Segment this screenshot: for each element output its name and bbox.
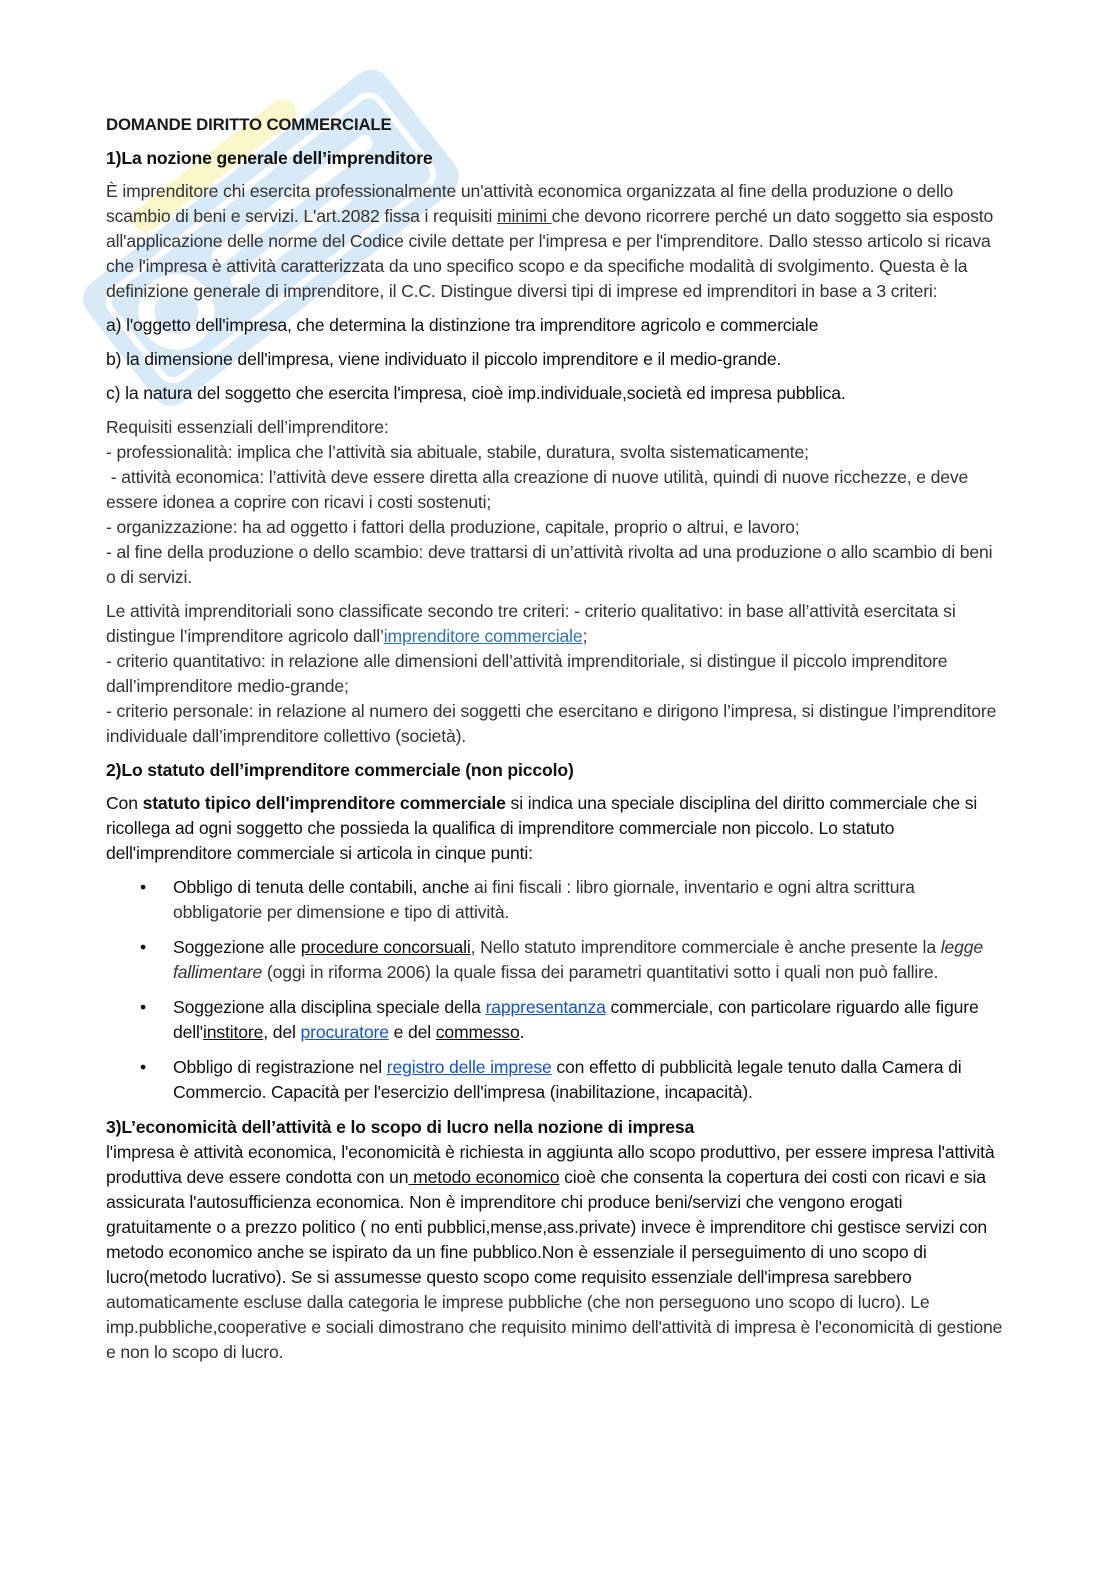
- criterion-a: a) l'oggetto dell'impresa, che determina la distinzione tra imprenditore agricolo e commerciale: [106, 315, 819, 335]
- classification-item: [106, 599, 1006, 649]
- registro-imprese-link[interactable]: registro delle imprese: [386, 1057, 552, 1077]
- italic-text: legge fallimentare: [173, 937, 983, 982]
- text-run: , del: [263, 1022, 301, 1042]
- rappresentanza-link[interactable]: rappresentanza: [485, 997, 606, 1017]
- text-run: (oggi in riforma 2006) la quale fissa dei parametri quantitativi sotto i quali non può fallire.: [262, 962, 939, 982]
- section-2-paragraph: [106, 791, 1006, 866]
- underlined-text: metodo economico: [408, 1167, 560, 1187]
- requirement-item: - attività economica: l’attività deve essere diretta alla creazione di nuove utilità, quindi di nuove ricchezze, e deve essere idonea a coprire con ricavi i costi sostenuti;: [106, 467, 973, 512]
- text-run: ai fini fiscali : libro giornale, inventario e ogni altra scrittura obbligatorie per dimensione e tipo di attività.: [173, 877, 915, 922]
- text-run: cioè che consenta la copertura dei costi con ricavi e sia assicurata l'autosufficienza economica. Non è imprenditore chi produce beni/servizi che vengono erogati gratuitamente o a prezzo politico ( no enti pubblici,mense,ass.private) invece è imprenditore chi gestisce servizi con metodo economico anche se ispirato da un fine pubblico.Non è essenziale il perseguimento di uno scopo di lucro(metodo lucrativo). Se si assumesse questo scopo come requisito essenziale dell'impresa sarebbero: [106, 1167, 987, 1287]
- imprenditore-commerciale-link[interactable]: imprenditore commerciale: [383, 626, 583, 646]
- text-run: Obbligo di tenuta delle contabili, anche: [173, 877, 470, 897]
- criterion-b: b) la dimensione dell'impresa, viene individuato il piccolo imprenditore e il medio-grande.: [106, 349, 782, 369]
- procuratore-link[interactable]: procuratore: [300, 1022, 389, 1042]
- text-run: l'impresa è attività economica, l'economicità è richiesta in aggiunta allo scopo produttivo, per essere impresa l'attività produttiva deve essere condotta con un: [106, 1142, 995, 1187]
- requirement-item: - professionalità: implica che l’attività sia abituale, stabile, duratura, svolta sistematicamente;: [106, 442, 809, 462]
- document-title: DOMANDE DIRITTO COMMERCIALE: [106, 115, 392, 134]
- text-run: Obbligo di registrazione nel: [173, 1057, 387, 1077]
- text-run: Soggezione alle: [173, 937, 301, 957]
- requirement-item: - organizzazione: ha ad oggetto i fattori della produzione, capitale, proprio o altrui, e lavoro;: [106, 517, 800, 537]
- requirements-title: Requisiti essenziali dell’imprenditore:: [106, 417, 389, 437]
- list-item: [173, 1055, 1006, 1105]
- underlined-text: institore: [203, 1022, 264, 1042]
- text-run: si indica una speciale disciplina del diritto commerciale che si ricollega ad ogni soggetto che possieda la qualifica di imprenditore commerciale non piccolo. Lo statuto dell'imprenditore commerciale si articola in cinque punti:: [106, 793, 978, 863]
- text-run: con effetto di pubblicità legale tenuto dalla Camera di Commercio. Capacità per l'esercizio dell'impresa (inabilitazione, incapacità).: [173, 1057, 962, 1102]
- list-item: [173, 995, 1006, 1045]
- list-item: [173, 935, 1006, 985]
- text-run: e del: [388, 1022, 436, 1042]
- section-1-heading: 1)La nozione generale dell’imprenditore: [106, 148, 433, 168]
- section-3-heading: 3)L’economicità dell’attività e lo scopo di lucro nella nozione di impresa: [106, 1117, 695, 1137]
- criterion-c: c) la natura del soggetto che esercita l'impresa, cioè imp.individuale,società ed impresa pubblica.: [106, 383, 846, 403]
- classification-block: [106, 599, 1006, 749]
- bold-text: statuto tipico dell'imprenditore commerciale: [142, 793, 506, 813]
- underlined-text: procedure concorsuali: [300, 937, 471, 957]
- classification-item: - criterio quantitativo: in relazione alle dimensioni dell’attività imprenditoriale, si distingue il piccolo imprenditore dall’imprenditore medio-grande;: [106, 651, 948, 696]
- section-1-paragraph: [106, 179, 1006, 304]
- document-page: [106, 112, 1006, 1374]
- list-item: [173, 875, 1006, 925]
- text-run: automaticamente escluse dalla categoria le imprese pubbliche (che non perseguono uno scopo di lucro). Le imp.pubbliche,cooperative e sociali dimostrano che requisito minimo dell'attività di impresa è l'economicità di gestione e non lo scopo di lucro.: [106, 1292, 1003, 1362]
- section-2-heading: 2)Lo statuto dell’imprenditore commerciale (non piccolo): [106, 760, 574, 780]
- classification-item: - criterio personale: in relazione al numero dei soggetti che esercitano e dirigono l’impresa, si distingue l’imprenditore individuale dall’imprenditore collettivo (società).: [106, 701, 997, 746]
- text-run: ;: [582, 626, 588, 646]
- requirement-item: - al fine della produzione o dello scambio: deve trattarsi di un’attività rivolta ad una produzione o allo scambio di beni o di servizi.: [106, 542, 993, 587]
- text-run: commerciale, con particolare riguardo alle figure dell': [173, 997, 979, 1042]
- text-run: .: [519, 1022, 525, 1042]
- text-run: Con: [106, 793, 143, 813]
- section-3-paragraph: [106, 1140, 1006, 1365]
- text-run: , Nello statuto imprenditore commerciale è anche presente la: [470, 937, 941, 957]
- underlined-text: minimi: [497, 206, 552, 226]
- text-run: che devono ricorrere perché un dato soggetto sia esposto all'applicazione delle norme del Codice civile dettate per l'impresa e per l'imprenditore. Dallo stesso articolo si ricava che l'impresa è attività caratterizzata da uno specifico scopo e da specifiche modalità di svolgimento. Questa è la definizione generale di imprenditore, il C.C. Distingue diversi tipi di imprese ed imprenditori in base a 3 criteri:: [106, 206, 994, 301]
- statute-list: [106, 875, 1006, 1105]
- text-run: È imprenditore chi esercita professionalmente un'attività economica organizzata al fine della produzione o dello scambio di beni e servizi. L'art.2082 fissa i requisiti: [106, 181, 954, 226]
- underlined-text: commesso: [435, 1022, 520, 1042]
- text-run: Soggezione alla disciplina speciale della: [173, 997, 486, 1017]
- text-run: Le attività imprenditoriali sono classificate secondo tre criteri: - criterio qualitativo: in base all’attività esercitata si distingue l’imprenditore agricolo dall’: [106, 601, 956, 646]
- requirements-block: [106, 415, 1006, 590]
